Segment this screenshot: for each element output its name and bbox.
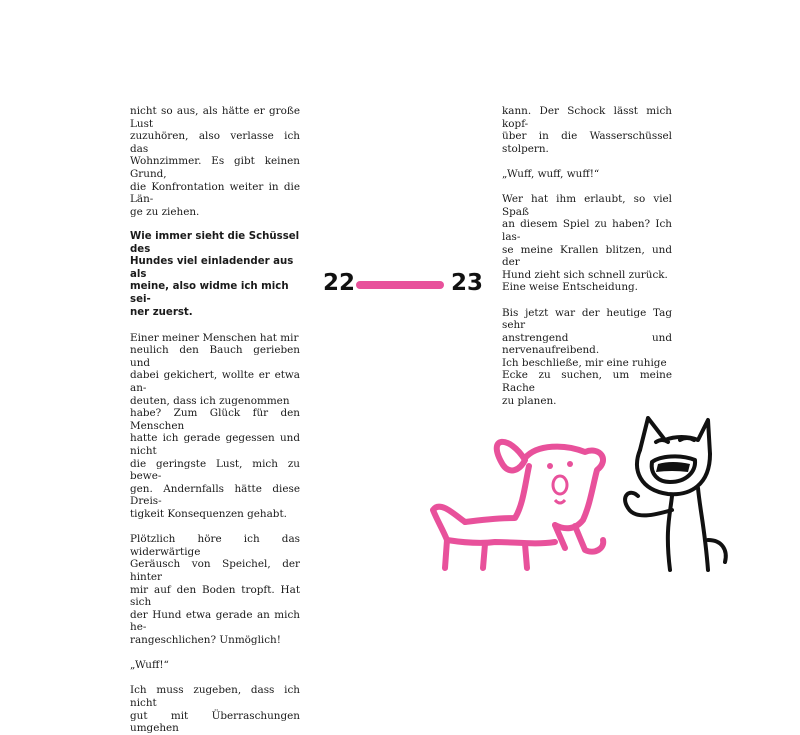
- paragraph: Ich muss zugeben, dass ich nicht gut mit Überraschungen umgehen: [130, 684, 300, 735]
- right-page-text: [502, 105, 672, 407]
- paragraph-bold: Wie immer sieht die Schüssel des Hundes viel einladender aus als meine, also widme ich mich sei- ner zuerst.: [130, 230, 300, 318]
- black-cat-illustration: [610, 410, 735, 570]
- paragraph: Einer meiner Menschen hat mir neulich den Bauch gerieben und dabei gekichert, wollte er etwa an- deuten, dass ich zugenommen habe? Zum Glück für den Menschen hatte ich gerade gegessen und nicht die geringste Lust, mich zu bewe- gen. Andernfalls hätte diese Dreis- tigkeit Konsequenzen gehabt.: [130, 331, 300, 520]
- pink-dog-illustration: [425, 430, 625, 570]
- paragraph: kann. Der Schock lässt mich kopf- über in die Wasserschüssel stolpern.: [502, 105, 672, 155]
- page-divider-bar: [356, 281, 444, 289]
- paragraph: Wer hat ihm erlaubt, so viel Spaß an diesem Spiel zu haben? Ich las- se meine Krallen blitzen, und der Hund zieht sich schnell zurück. Eine weise Entscheidung.: [502, 193, 672, 294]
- paragraph: nicht so aus, als hätte er große Lust zuzuhören, also verlasse ich das Wohnzimmer. Es gibt keinen Grund, die Konfrontation weiter in die Län- ge zu ziehen.: [130, 105, 300, 218]
- paragraph: Plötzlich höre ich das widerwärtige Geräusch von Speichel, der hinter mir auf den Boden tropft. Hat sich der Hund etwa gerade an mich he- rangeschlichen? Unmöglich!: [130, 533, 300, 646]
- paragraph: Bis jetzt war der heutige Tag sehr anstrengend und nervenaufreibend. Ich beschließe, mir eine ruhige Ecke zu suchen, um meine Rache zu planen.: [502, 306, 672, 407]
- paragraph: „Wuff, wuff, wuff!“: [502, 167, 600, 180]
- page-number-left: 22: [323, 270, 356, 296]
- page-number-right: 23: [451, 270, 484, 296]
- left-page-text: [130, 105, 300, 735]
- paragraph: „Wuff!“: [130, 659, 169, 672]
